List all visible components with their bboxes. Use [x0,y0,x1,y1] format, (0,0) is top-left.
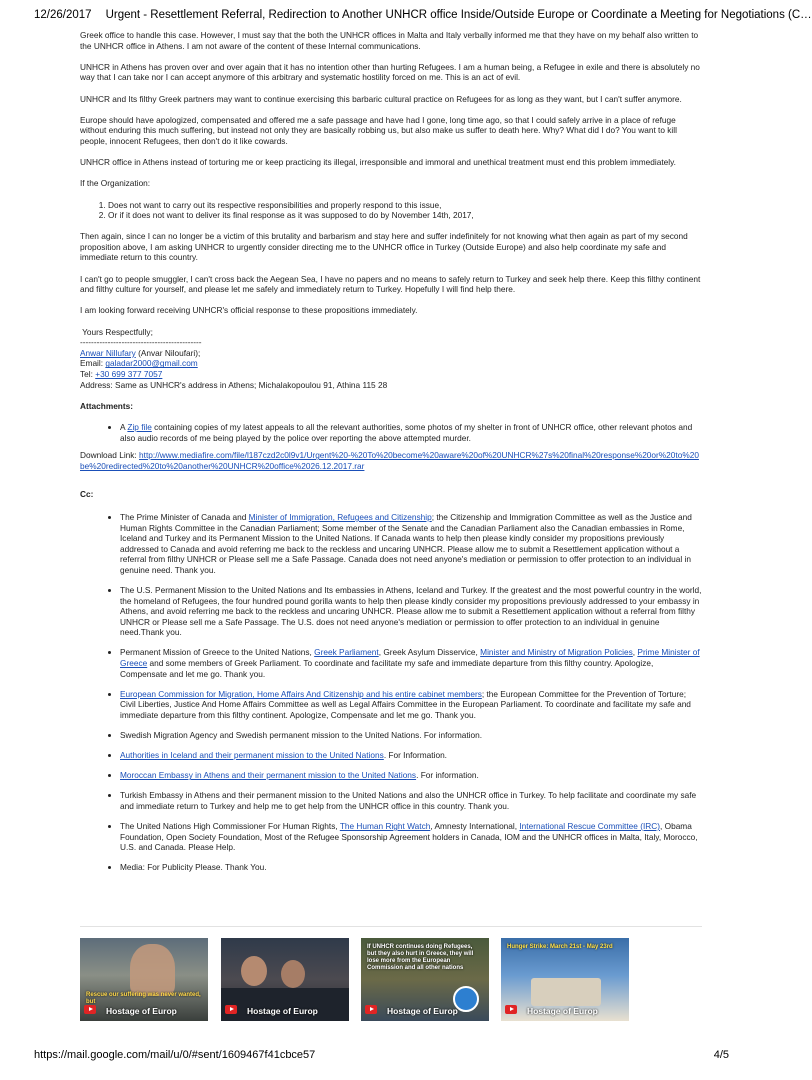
video-thumbnail[interactable] [80,938,208,1021]
migration-ministry-link[interactable]: Minister and Ministry of Migration Policies [480,647,633,658]
paragraph: UNHCR and Its filthy Greek partners may want to continue exercising this barbaric cultural practice on Refugees for as long as they want, but I can't suffer anymore. [80,93,682,104]
list-item: • A Zip file containing copies of my latest appeals to all the relevant authorities, some photos of my shelter in front of UNHCR office, other relevant photos and also audio records of me being played by the police over reporting the above attempted murder. [120,422,702,443]
email-subject: Urgent - Resettlement Referral, Redirection to Another UNHCR office Inside/Outside Europe or Coordinate a Meeting for Negotiations (C… [105,9,812,21]
attachments-heading: Attachments: [80,400,134,411]
signature-email: Email: galadar2000@gmail.com [80,358,198,369]
youtube-play-icon [505,1005,517,1014]
video-caption: Hostage of Europ [387,1006,458,1016]
video-thumbnail[interactable] [221,938,349,1021]
email-link[interactable]: galadar2000@gmail.com [105,358,198,369]
list-item: • The United Nations High Commissioner For Human Rights, The Human Right Watch, Amnesty International, International Rescue Committee (IRC), Obama Foundation, Open Society Foundation, Most of the Refugee Sponsorship Agreement holders in Canada, IOM and the UNHCR offices in Malta, Italy, Morocco, U.S. and Canada. Please Help. [120,821,702,853]
signature-address: Address: Same as UNHCR's address in Athens; Michalakopoulou 91, Athina 115 28 [80,379,388,390]
video-caption: Hostage of Europ [247,1006,318,1016]
print-footer [34,1049,729,1061]
list-item: • Authorities in Iceland and their permanent mission to the United Nations. For Information. [120,750,702,761]
video-overlay-text: Rescue our suffering was never wanted, but [86,992,201,1005]
greek-parliament-link[interactable]: Greek Parliament [314,647,379,658]
irc-link[interactable]: International Rescue Committee (IRC) [519,821,661,831]
list-item: • Turkish Embassy in Athens and their permanent mission to the United Nations and also the UNHCR office in Turkey. To help facilitate and coordinate my safe and immediate return to Turkey and help me to get help from the UNHCR office in this country. Thank you. [120,790,702,811]
immigration-minister-link[interactable]: Minister of Immigration, Refugees and Citizenship [248,511,432,522]
video-overlay-text: If UNHCR continues doing Refugees, but they also hurt in Greece, they will lose more from the European Commission and all other nations [367,944,474,971]
list-item: • Swedish Migration Agency and Swedish permanent mission to the United Nations. For information. [120,730,702,741]
page-number: 4/5 [713,1049,729,1061]
video-thumbnails [80,938,702,1021]
print-date: 12/26/2017 [34,9,92,21]
list-item: • The U.S. Permanent Mission to the United Nations and Its embassies in Athens, Iceland and Turkey. If the greatest and the most powerful country in the world, the homeland of Refugees, the four hundred pound gorilla wants to help then please kindly consider my propositions previously addressed to your embassy in Athens, and avoid referring me back to the reckless and uncaring UNHCR. Please allow me to submit a Resettlement application without a referral from filthy UNHCR or Please sell me a Safe Passage. The U.S. does not need anyone's mediation or permission to offer protection to an individual in genuine need.Thank you. [120,585,702,638]
paragraph: UNHCR office in Athens instead of torturing me or keep practicing its illegal, irresponsible and immoral and unethical treatment must end this problem immediately. [80,157,676,168]
list-item: 2. Or if it does not want to deliver its final response as it was supposed to do by November 14th, 2017, [108,210,702,221]
signature-block [80,327,702,391]
video-overlay-text: Hunger Strike: March 21st - May 23rd [507,944,613,950]
download-link-line: Download Link: http://www.mediafire.com/file/l187czd2c0l9v1/Urgent%20-%20To%20become%20aware%20of%20UNHCR%27s%20final%20response%20or%20to%20be%20redirected%20to%20another%20UNHCR%20office%2026.12.2017.rar [80,450,699,471]
signature-name: Anwar Nillufary (Anvar Niloufari); [80,347,201,358]
zip-file-link[interactable]: Zip file [127,421,152,432]
sender-name-link[interactable]: Anwar Nillufary [80,347,136,358]
signature-closing: Yours Respectfully; [80,326,153,337]
iceland-authorities-link[interactable]: Authorities in Iceland and their permanent mission to the United Nations [120,750,384,761]
paragraph: I can't go to people smuggler, I can't cross back the Aegean Sea, I have no papers and no means to safely return to Turkey and seek help there. Keep this filthy continent and filthy culture for yourself, and please let me safely and immediately return to Turkey. Hopefully I will find help there. [80,273,701,295]
paragraph: Greek office to handle this case. However, I must say that the both the UNHCR offices in Malta and Italy verbally informed me that they have on my behalf also written to the UNHCR office in Athens. I am not aware of the content of these Internal communications. [80,30,699,51]
email-body [80,30,702,882]
signature-divider: -------------------------------------------- [80,337,202,348]
cc-list [80,512,702,873]
video-thumbnail[interactable] [501,938,629,1021]
youtube-play-icon [365,1005,377,1014]
phone-link[interactable]: +30 699 377 7057 [95,369,163,379]
youtube-play-icon [225,1005,237,1014]
paragraph: Then again, since I can no longer be a victim of this brutality and barbarism and stay here and suffer indefinitely for not knowing what then again as part of my second proposition above, I am asking UNHCR to urgently consider directing me to the UNHCR office in Turkey (Outside Europe) and also help coordinate my safe and immediate return to this country. [80,231,688,263]
paragraph: If the Organization: [80,178,151,189]
numbered-list [80,200,702,221]
divider [80,926,702,927]
list-item: • Moroccan Embassy in Athens and their permanent mission to the United Nations. For information. [120,770,702,781]
list-item: • Media: For Publicity Please. Thank You. [120,862,702,873]
human-rights-watch-link[interactable]: The Human Right Watch [339,821,431,831]
paragraph: I am looking forward receiving UNHCR's official response to these propositions immediately. [80,305,418,316]
print-header [34,9,812,21]
paragraph: UNHCR in Athens has proven over and over again that it has no intention other than hurting Refugees. I am a human being, a Refugee in exile and there is absolutely no way that I can take nor I can accept anymore of this arbitrary and systematic hostility forced on me. This is an act of evil. [80,61,700,83]
download-link[interactable]: http://www.mediafire.com/file/l187czd2c0l9v1/Urgent%20-%20To%20become%20aware%20of%20UNHCR%27s%20final%20response%20or%20to%20be%20redirected%20to%20another%20UNHCR%20office%2026.12.2017.rar [80,450,699,471]
list-item: 1. Does not want to carry out its respective responsibilities and properly respond to this issue, [108,200,702,211]
video-thumbnail[interactable] [361,938,489,1021]
greek-pm-link[interactable]: Prime Minister of Greece [120,647,700,669]
moroccan-embassy-link[interactable]: Moroccan Embassy in Athens and their permanent mission to the United Nations [120,770,417,781]
list-item: • Permanent Mission of Greece to the United Nations, Greek Parliament, Greek Asylum Disservice, Minister and Ministry of Migration Policies, Prime Minister of Greece and some members of Greek Parliament. To coordinate and facilitate my safe and immediate departure from this filthy country. Apologize, Compensate and let me go. Thank you. [120,647,702,679]
video-caption: Hostage of Europ [106,1006,177,1016]
attachments-list [80,422,702,443]
european-commission-link[interactable]: European Commission for Migration, Home Affairs And Citizenship and his entire cabinet members [120,688,482,699]
youtube-play-icon [84,1005,96,1014]
cc-heading: Cc: [80,489,94,500]
list-item: • The Prime Minister of Canada and Minister of Immigration, Refugees and Citizenship; the Citizenship and Immigration Committee as well as the Justice and Human Rights Committee in the Canadian Parliament; Some member of the Senate and the Canadian Parliament also the Canadian embassies in Rome, Iceland and Turkey and its Permanent Mission to the United Nations. If Canada wants to help then please kindly consider my propositions previously addressed to Canada and avoid referring me back to the reckless and uncaring UNHCR. Please allow me to submit a Resettlement application without a referral from filthy UNHCR or Please sell me a Safe Passage. Canada does not need anyone's mediation or permission to offer protection to an individual in genuine need. Thank you. [120,512,702,576]
page-url: https://mail.google.com/mail/u/0/#sent/1609467f41cbce57 [34,1049,316,1061]
list-item: • European Commission for Migration, Home Affairs And Citizenship and his entire cabinet members; the European Committee for the Prevention of Torture; Civil Liberties, Justice And Home Affairs Committee as well as Legal Affairs Committee in the European Parliament. To coordinate and facilitate my safe and immediate departure from this filthy continent. Apologize, Compensate and let me go. Thank you. [120,689,702,721]
video-caption: Hostage of Europ [527,1006,598,1016]
signature-tel: Tel: +30 699 377 7057 [80,369,163,379]
paragraph: Europe should have apologized, compensated and offered me a safe passage and have had I gone, long time ago, so that I could safely arrive in a place of refuge without enduring this much suffering, but instead not only they are basically robbing us, but also make us suffer to death here. Why? What did I do? You want to kill people, innocent Refugees, then don't do it like cowards. [80,114,677,146]
